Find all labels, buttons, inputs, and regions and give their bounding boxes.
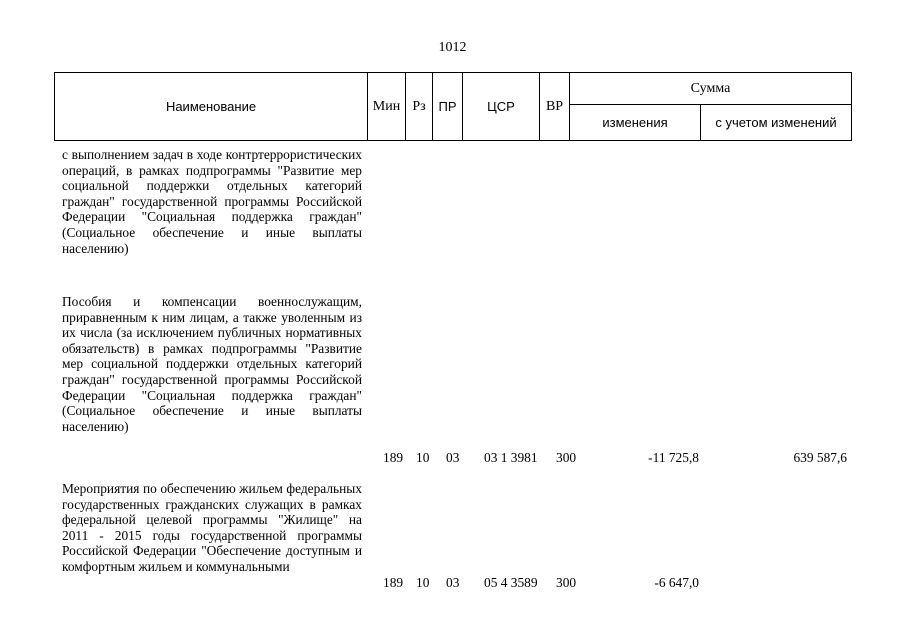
header-csr: ЦСР xyxy=(463,73,540,141)
table-cell-min: 189 xyxy=(383,575,404,590)
header-change: изменения xyxy=(570,105,701,141)
table-cell-pr: 03 xyxy=(446,450,460,465)
table-cell-rz: 10 xyxy=(416,450,430,465)
table-cell-vr: 300 xyxy=(556,575,577,590)
table-row-name: с выполнением задач в ходе контртеррористических операций, в рамках подпрограммы "Развитие мер социальной поддержки отдельных категорий граждан" государственной программы Российской Федерации "Социальная поддержка граждан" (Социальное обеспечение и иные выплаты населению) xyxy=(62,147,362,256)
header-total: с учетом изменений xyxy=(701,105,852,141)
table-cell-vr: 300 xyxy=(556,450,577,465)
table-header xyxy=(54,72,852,141)
header-vr: ВР xyxy=(540,73,570,141)
table-cell-total: 639 587,6 xyxy=(793,450,847,465)
table-cell-change: -11 725,8 xyxy=(648,450,699,465)
table-row-name: Пособия и компенсации военнослужащим, приравненным к ним лицам, а также уволенным из их числа (за исключением публичных нормативных обязательств) в рамках подпрограммы "Развитие мер социальной поддержки отдельных категорий граждан" государственной программы Российской Федерации "Социальная поддержка граждан" (Социальное обеспечение и иные выплаты населению) xyxy=(62,294,362,434)
header-sum: Сумма xyxy=(570,73,852,105)
table-cell-pr: 03 xyxy=(446,575,460,590)
header-rz: Рз xyxy=(406,73,433,141)
header-name: Наименование xyxy=(55,73,368,141)
table-cell-rz: 10 xyxy=(416,575,430,590)
table-row-name: Мероприятия по обеспечению жильем федеральных государственных гражданских служащих в рамках федеральной целевой программы "Жилище" на 2011 - 2015 годы государственной программы Российской Федерации "Обеспечение доступным и комфортным жильем и коммунальными xyxy=(62,481,362,574)
header-pr: ПР xyxy=(433,73,463,141)
table-cell-csr: 03 1 3981 xyxy=(484,450,538,465)
table-cell-change: -6 647,0 xyxy=(654,575,699,590)
table-cell-min: 189 xyxy=(383,450,404,465)
header-min: Мин xyxy=(368,73,406,141)
table-cell-csr: 05 4 3589 xyxy=(484,575,538,590)
page-number: 1012 xyxy=(438,40,467,55)
